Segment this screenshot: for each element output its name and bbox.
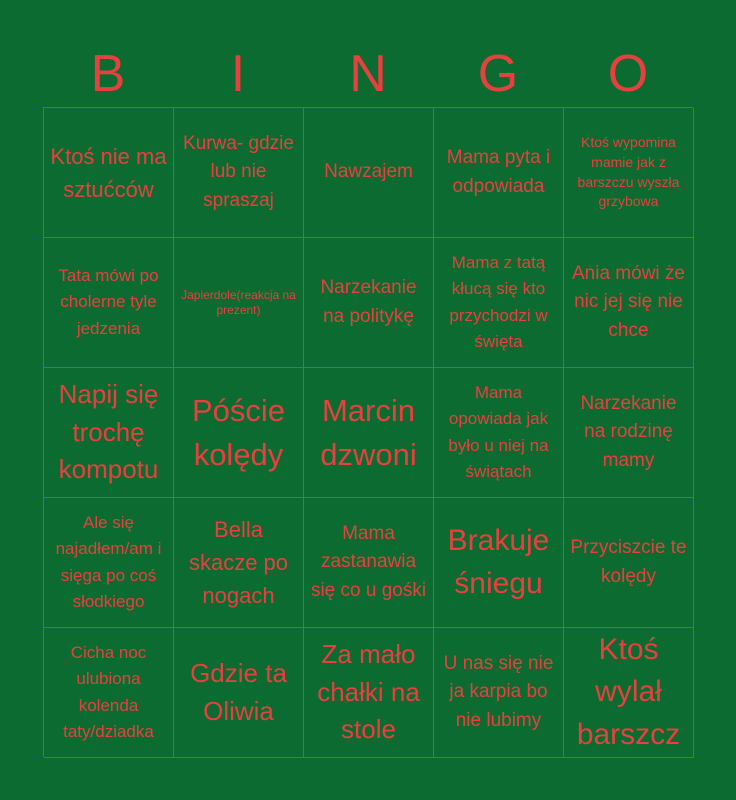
title-letter-b: B: [90, 45, 126, 103]
bingo-cell[interactable]: [174, 628, 304, 758]
title-letter-n: N: [349, 45, 387, 103]
bingo-cell[interactable]: [174, 108, 304, 238]
cell-text: Napij się trochę kompotu: [58, 378, 159, 485]
cell-text: Ktoś wypomina mamie jak z barszczu wyszła grzybowa: [577, 134, 680, 210]
cell-text: Mama opowiada jak było u niej na świątach: [448, 382, 549, 481]
cell-text: Ktoś nie ma sztućców: [50, 143, 167, 202]
cell-text: Przyciszcie te kolędy: [570, 537, 687, 587]
bingo-cell[interactable]: [44, 628, 174, 758]
title-letter-i: I: [230, 45, 246, 103]
bingo-cell[interactable]: [564, 628, 694, 758]
bingo-cell[interactable]: [434, 368, 564, 498]
cell-text: Marcin dzwoni: [320, 393, 417, 472]
cell-text: Narzekanie na rodzinę mamy: [580, 392, 677, 471]
bingo-cell[interactable]: [304, 368, 434, 498]
cell-text: Ktoś wylał barszcz: [576, 632, 681, 751]
bingo-cell[interactable]: [304, 628, 434, 758]
cell-text: Bella skacze po nogach: [188, 517, 289, 608]
cell-text: Mama zastanawia się co u gośki: [310, 522, 427, 601]
bingo-cell[interactable]: [564, 238, 694, 368]
cell-text: Za mało chałki na stole: [317, 638, 420, 745]
cell-text: Mama pyta i odpowiada: [446, 147, 551, 197]
cell-text: Brakuje śniegu: [447, 523, 550, 600]
cell-text: Nawzajem: [324, 161, 413, 183]
cell-text: Gdzie ta Oliwia: [190, 657, 287, 726]
cell-text: Mama z tatą kłucą się kto przychodzi w święta: [449, 252, 548, 351]
title-letter-g: G: [477, 45, 519, 103]
cell-text: Japierdole(reakcja na prezent): [181, 288, 296, 317]
cell-text: U nas się nie ja karpia bo nie lubimy: [443, 652, 554, 731]
bingo-cell[interactable]: [564, 108, 694, 238]
cell-text: Narzekanie na politykę: [320, 277, 417, 327]
title-letter-o: O: [607, 45, 649, 103]
bingo-cell[interactable]: [44, 108, 174, 238]
bingo-cell[interactable]: [174, 368, 304, 498]
cell-text: Cicha noc ulubiona kolenda taty/dziadka: [63, 642, 154, 741]
bingo-cell[interactable]: [304, 498, 434, 628]
bingo-cell[interactable]: [174, 238, 304, 368]
bingo-cell[interactable]: [564, 498, 694, 628]
bingo-cell[interactable]: [44, 498, 174, 628]
bingo-cell[interactable]: [304, 238, 434, 368]
bingo-cell[interactable]: [564, 368, 694, 498]
bingo-cell[interactable]: [434, 628, 564, 758]
bingo-cell[interactable]: [434, 498, 564, 628]
bingo-cell[interactable]: [304, 108, 434, 238]
cell-text: Póście kolędy: [191, 393, 286, 472]
bingo-grid: [43, 107, 693, 757]
cell-text: Kurwa- gdzie lub nie spraszaj: [183, 132, 294, 211]
bingo-cell[interactable]: [174, 498, 304, 628]
bingo-cell[interactable]: [44, 368, 174, 498]
cell-text: Ale się najadłem/am i sięga po coś słodkiego: [55, 512, 162, 611]
bingo-cell[interactable]: [434, 108, 564, 238]
bingo-cell[interactable]: [434, 238, 564, 368]
cell-text: Ania mówi że nic jej się nie chce: [572, 262, 685, 341]
cell-text: Tata mówi po cholerne tyle jedzenia: [58, 265, 159, 338]
bingo-cell[interactable]: [44, 238, 174, 368]
bingo-title: [43, 40, 693, 108]
